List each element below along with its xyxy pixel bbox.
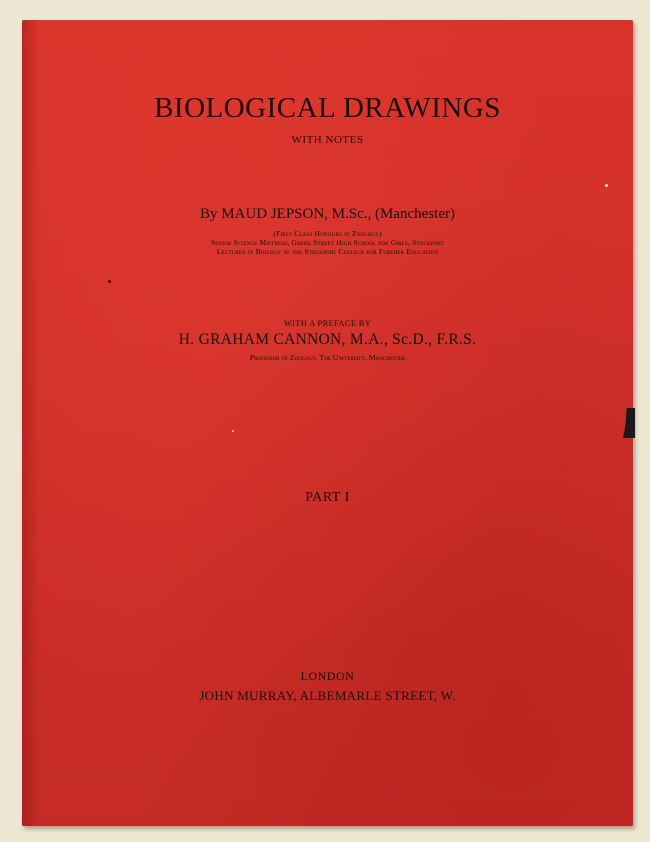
part-label: PART I (305, 490, 350, 505)
preface-author-position: Professor of Zoology, The University, Manchester (249, 353, 406, 362)
preface-author: H. GRAHAM CANNON, M.A., Sc.D., F.R.S. (178, 331, 477, 348)
author-line: By MAUD JEPSON, M.Sc., (Manchester) (200, 206, 455, 222)
cover-fleck (232, 430, 234, 432)
cover-fleck (605, 184, 608, 187)
book-subtitle: WITH NOTES (291, 134, 364, 146)
torn-notch (623, 408, 635, 438)
preface-intro: WITH A PREFACE BY (283, 318, 372, 328)
author-position-1: Senior Science Mistress, Greek Street High School for Girls, Stockport (210, 238, 445, 247)
author-qualification: (First Class Honours in Zoology) (273, 229, 382, 238)
cover-fleck (108, 280, 111, 283)
book-cover (22, 20, 633, 826)
publisher-city: LONDON (300, 669, 355, 683)
book-title: BIOLOGICAL DRAWINGS (154, 92, 501, 124)
author-position-2: Lecturer in Biology at the Stockport College for Further Education (216, 247, 439, 256)
publisher-name: JOHN MURRAY, ALBEMARLE STREET, W. (199, 688, 456, 703)
